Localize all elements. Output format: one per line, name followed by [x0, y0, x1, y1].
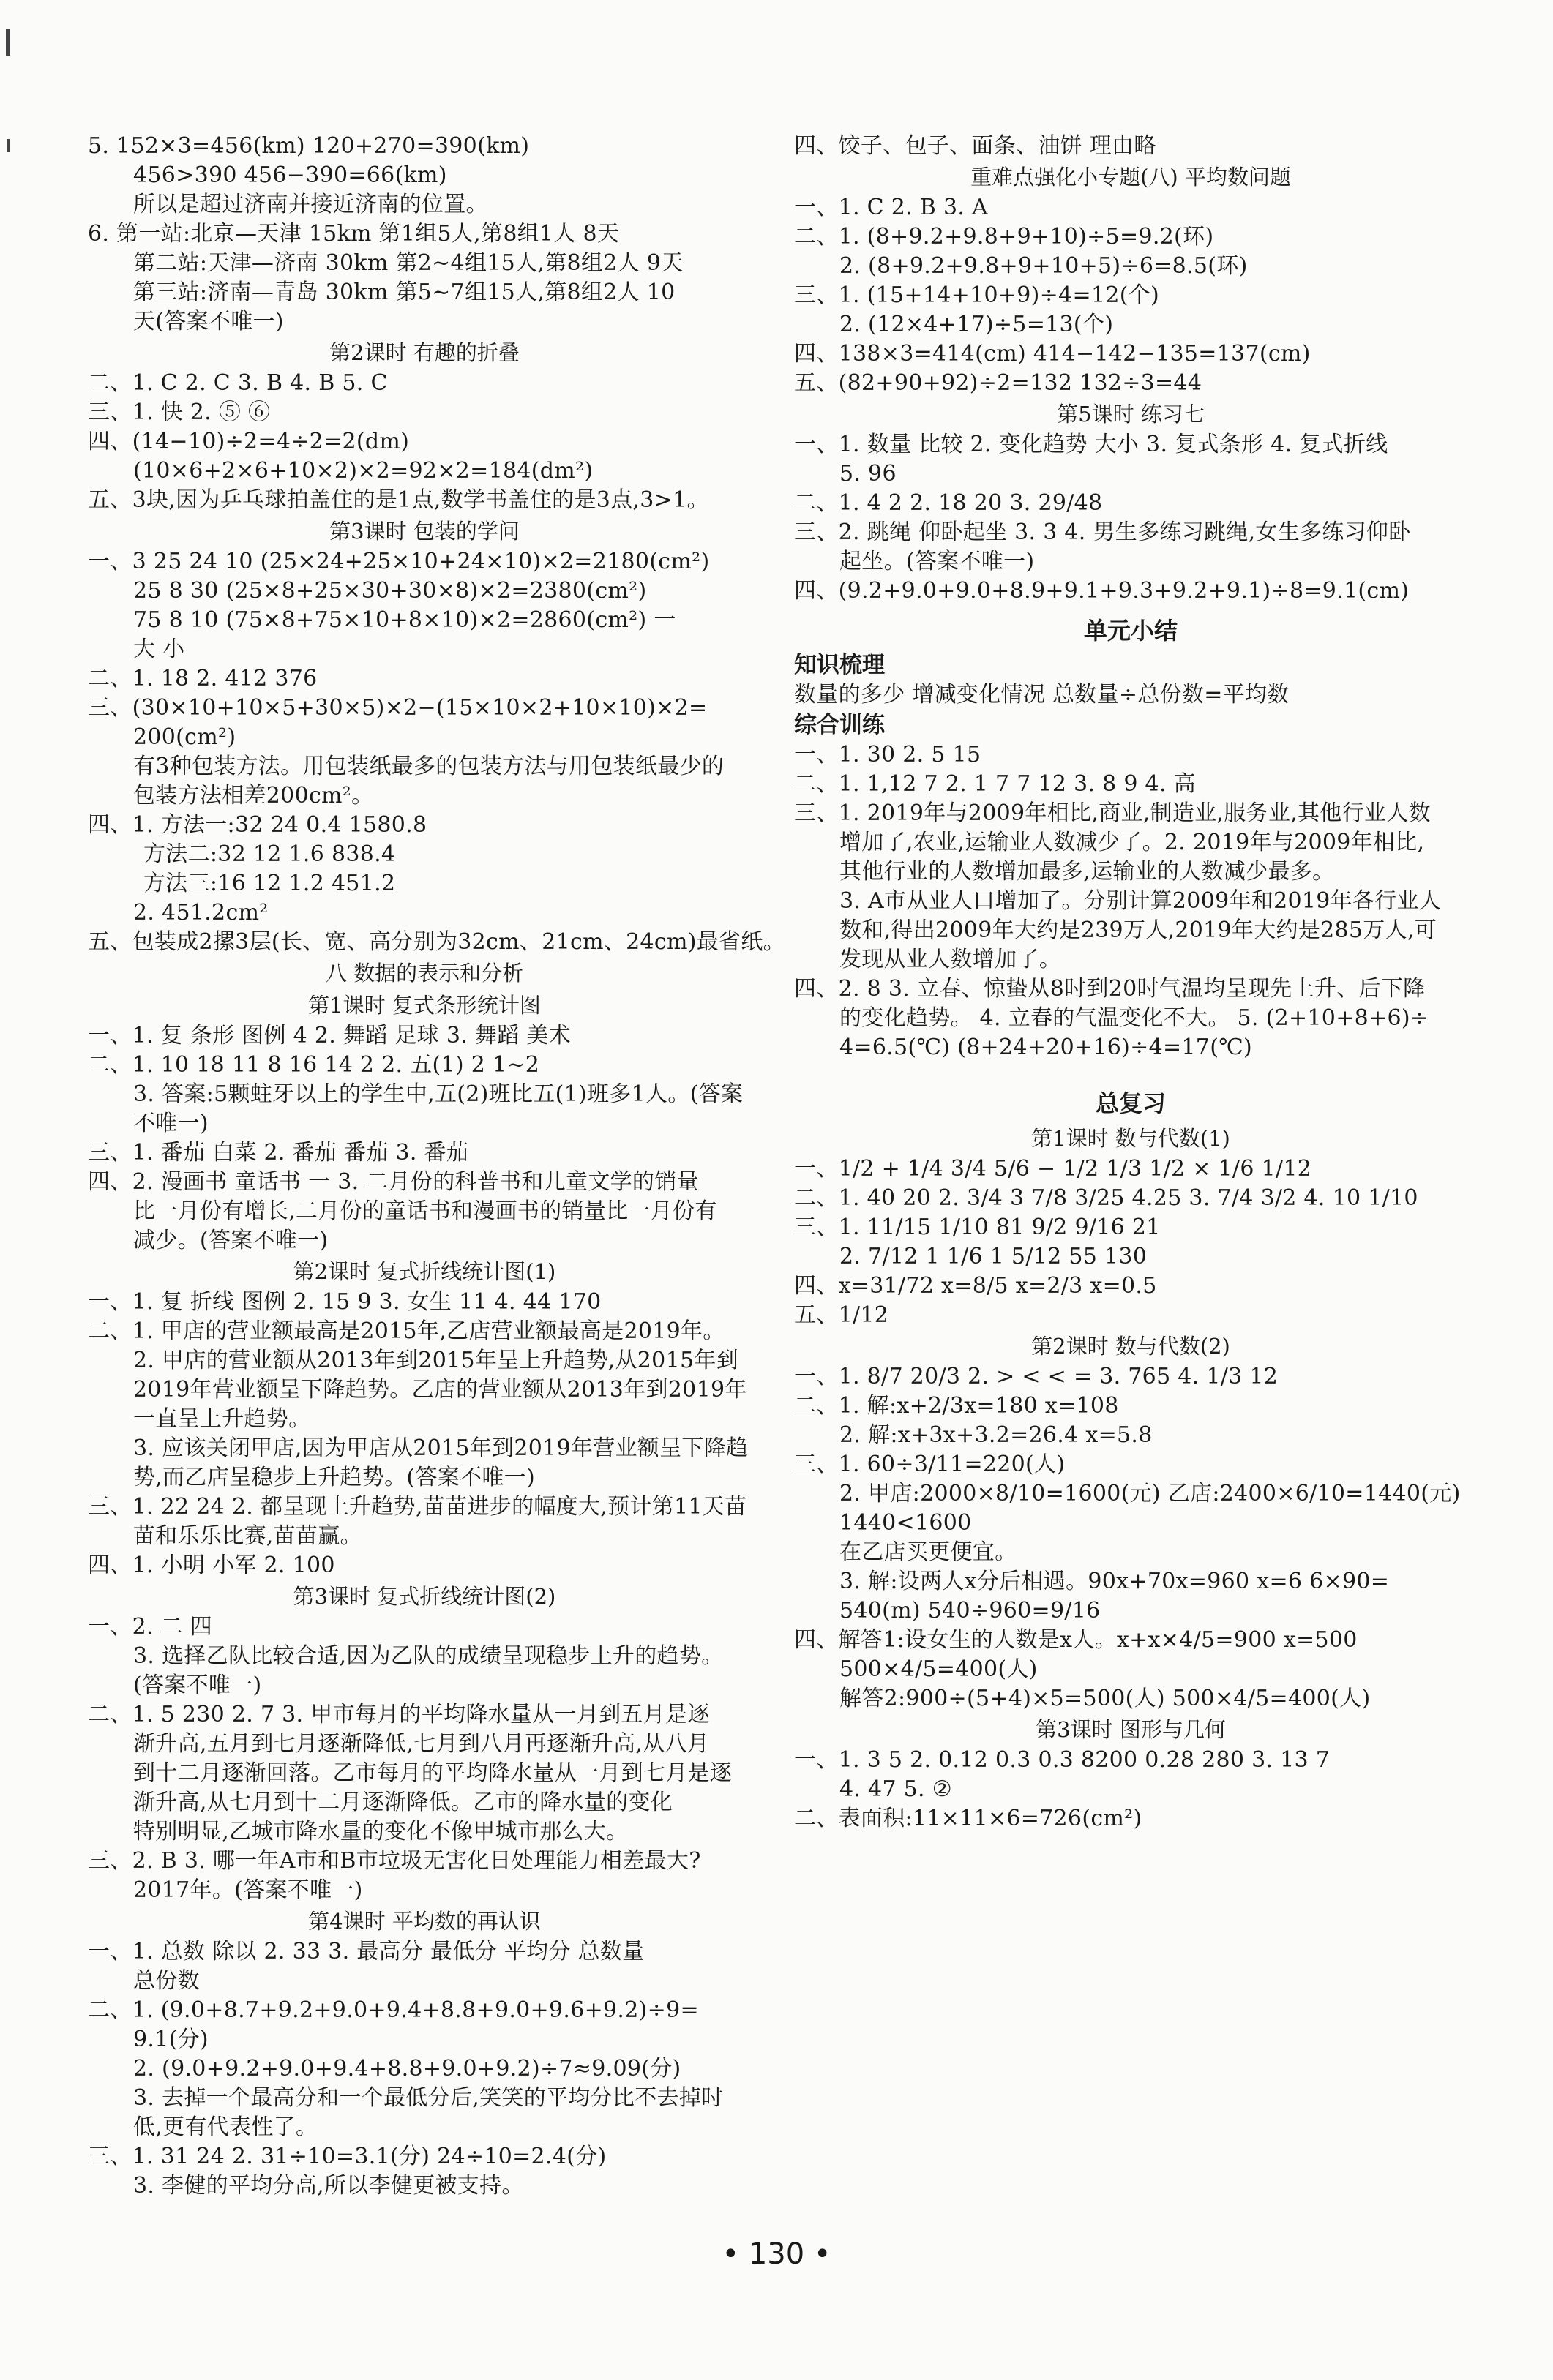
answer-line: 发现从业人数增加了。 — [839, 947, 1061, 972]
answer-line: 4. 47 5. ② — [839, 1776, 952, 1802]
answer-line: 2. (9.0+9.2+9.0+9.4+8.8+9.0+9.2)÷7≈9.09(分) — [133, 2056, 681, 2081]
answer-line: 2017年。(答案不唯一) — [133, 1877, 363, 1903]
answer-line: 二、1. C 2. C 3. B 4. B 5. C — [88, 370, 388, 396]
section-heading: 第2课时 复式折线统计图(1) — [293, 1259, 556, 1284]
answer-line: 总份数 — [133, 1968, 200, 1994]
answer-line: 25 8 30 (25×8+25×30+30×8)×2=2380(cm²) — [133, 578, 647, 604]
answer-line: 二、1. 40 20 2. 3/4 3 7/8 3/25 4.25 3. 7/4 3/2 4. 10 1/10 — [794, 1185, 1418, 1211]
answer-line: 2019年营业额呈下降趋势。乙店的营业额从2013年到2019年 — [133, 1377, 747, 1403]
answer-line: 四、2. 漫画书 童话书 一 3. 二月份的科普书和儿童文学的销量 — [88, 1169, 699, 1195]
answer-line: 二、表面积:11×11×6=726(cm²) — [794, 1806, 1142, 1831]
answer-line: 3. 去掉一个最高分和一个最低分后,笑笑的平均分比不去掉时 — [133, 2085, 724, 2111]
answer-line: 1440<1600 — [839, 1510, 972, 1536]
answer-line: 三、2. 跳绳 仰卧起坐 3. 3 4. 男生多练习跳绳,女生多练习仰卧 — [794, 519, 1411, 545]
answer-line: 五、包装成2摞3层(长、宽、高分别为32cm、21cm、24cm)最省纸。 — [88, 929, 785, 955]
answer-line: 三、1. 快 2. ⑤ ⑥ — [88, 399, 271, 425]
answer-line: 3. 选择乙队比较合适,因为乙队的成绩呈现稳步上升的趋势。 — [133, 1643, 724, 1669]
scan-mark — [7, 139, 10, 152]
answer-line: 三、1. 60÷3/11=220(人) — [794, 1452, 1066, 1477]
answer-line: 9.1(分) — [133, 2027, 209, 2052]
answer-line: (答案不唯一) — [133, 1673, 262, 1698]
section-heading: 第2课时 有趣的折叠 — [329, 340, 520, 365]
answer-line: 5. 96 — [839, 461, 897, 487]
answer-line: 一、1. 30 2. 5 15 — [794, 742, 981, 767]
answer-line: 三、1. 2019年与2009年相比,商业,制造业,服务业,其他行业人数 — [794, 800, 1431, 826]
section-heading: 第4课时 平均数的再认识 — [308, 1909, 541, 1934]
answer-line: 75 8 10 (75×8+75×10+8×10)×2=2860(cm²) 一 — [133, 607, 676, 633]
answer-line: 四、x=31/72 x=8/5 x=2/3 x=0.5 — [794, 1273, 1157, 1299]
answer-line: 所以是超过济南并接近济南的位置。 — [133, 192, 488, 217]
answer-line: 200(cm²) — [133, 724, 236, 750]
subheading: 知识梳理 — [794, 652, 885, 678]
answer-line: 二、1. 1,12 7 2. 1 7 7 12 3. 8 9 4. 高 — [794, 771, 1196, 797]
answer-line: 三、1. 11/15 1/10 81 9/2 9/16 21 — [794, 1215, 1161, 1240]
answer-line: 四、138×3=414(cm) 414−142−135=137(cm) — [794, 341, 1311, 367]
answer-line: 二、1. 5 230 2. 7 3. 甲市每月的平均降水量从一月到五月是逐 — [88, 1702, 710, 1727]
answer-line: 比一月份有增长,二月份的童话书和漫画书的销量比一月份有 — [133, 1198, 717, 1224]
section-heading: 第5课时 练习七 — [1057, 402, 1205, 427]
answer-line: 2. (12×4+17)÷5=13(个) — [839, 312, 1114, 337]
answer-line: 3. 应该关闭甲店,因为甲店从2015年到2019年营业额呈下降趋 — [133, 1435, 749, 1461]
answer-line: 二、1. 4 2 2. 18 20 3. 29/48 — [794, 490, 1103, 516]
answer-line: 五、1/12 — [794, 1302, 889, 1328]
answer-line: 到十二月逐渐回落。乙市每月的平均降水量从一月到七月是逐 — [133, 1760, 733, 1786]
answer-line: 一、1/2 + 1/4 3/4 5/6 − 1/2 1/3 1/2 × 1/6 1/12 — [794, 1156, 1312, 1182]
answer-line: 三、(30×10+10×5+30×5)×2−(15×10×2+10×10)×2= — [88, 695, 708, 721]
answer-line: 解答2:900÷(5+4)×5=500(人) 500×4/5=400(人) — [839, 1686, 1371, 1711]
answer-line: 势,而乙店呈稳步上升趋势。(答案不唯一) — [133, 1465, 535, 1490]
answer-line: 不唯一) — [133, 1111, 209, 1136]
answer-line: 四、解答1:设女生的人数是x人。x+x×4/5=900 x=500 — [794, 1627, 1358, 1653]
section-heading: 第2课时 数与代数(2) — [1031, 1334, 1230, 1359]
answer-line: 2. 甲店的营业额从2013年到2015年呈上升趋势,从2015年到 — [133, 1348, 738, 1373]
answer-line: 一、3 25 24 10 (25×24+25×10+24×10)×2=2180(cm²) — [88, 549, 710, 574]
answer-line: 四、(9.2+9.0+9.0+8.9+9.1+9.3+9.2+9.1)÷8=9.1(cm) — [794, 578, 1410, 604]
answer-line: 四、2. 8 3. 立春、惊蛰从8时到20时气温均呈现先上升、后下降 — [794, 976, 1426, 1002]
left-column — [88, 132, 785, 2201]
unit-heading: 单元小结 — [1083, 617, 1178, 645]
answer-line: 第三站:济南—青岛 30km 第5~7组15人,第8组2人 10 — [133, 279, 676, 305]
section-heading: 第3课时 图形与几何 — [1036, 1717, 1226, 1742]
answer-line: 540(m) 540÷960=9/16 — [839, 1598, 1101, 1623]
answer-line: 5. 152×3=456(km) 120+270=390(km) — [88, 133, 530, 159]
section-heading: 第3课时 包装的学问 — [329, 519, 520, 544]
answer-line: 四、(14−10)÷2=4÷2=2(dm) — [88, 429, 410, 454]
answer-line: 一、1. 数量 比较 2. 变化趋势 大小 3. 复式条形 4. 复式折线 — [794, 432, 1388, 457]
answer-line: 三、1. (15+14+10+9)÷4=12(个) — [794, 282, 1160, 308]
answer-line: (10×6+2×6+10×2)×2=92×2=184(dm²) — [133, 458, 594, 484]
answer-line: 数和,得出2009年大约是239万人,2019年大约是285万人,可 — [839, 917, 1437, 943]
answer-line: 2. (8+9.2+9.8+9+10+5)÷6=8.5(环) — [839, 253, 1248, 279]
answer-line: 3. 李健的平均分高,所以李健更被支持。 — [133, 2173, 524, 2199]
answer-line: 四、饺子、包子、面条、油饼 理由略 — [794, 133, 1156, 159]
answer-line: 6. 第一站:北京—天津 15km 第1组5人,第8组1人 8天 — [88, 221, 620, 247]
answer-line: 二、1. (8+9.2+9.8+9+10)÷5=9.2(环) — [794, 224, 1214, 249]
answer-line: 一、1. C 2. B 3. A — [794, 195, 989, 220]
answer-line: 五、3块,因为乒乓球拍盖住的是1点,数学书盖住的是3点,3>1。 — [88, 487, 709, 513]
answer-line: 渐升高,五月到七月逐渐降低,七月到八月再逐渐升高,从八月 — [133, 1731, 710, 1757]
section-heading: 第1课时 数与代数(1) — [1031, 1126, 1230, 1151]
answer-line: 二、1. 甲店的营业额最高是2015年,乙店营业额最高是2019年。 — [88, 1318, 725, 1344]
answer-line: 4=6.5(℃) (8+24+20+16)÷4=17(℃) — [839, 1035, 1253, 1060]
answer-line: 三、1. 31 24 2. 31÷10=3.1(分) 24÷10=2.4(分) — [88, 2144, 607, 2169]
answer-line: 方法二:32 12 1.6 838.4 — [143, 841, 396, 867]
answer-line: 2. 7/12 1 1/6 1 5/12 55 130 — [839, 1244, 1148, 1269]
answer-line: 三、1. 番茄 白菜 2. 番茄 番茄 3. 番茄 — [88, 1140, 469, 1165]
answer-line: 一、1. 复 折线 图例 2. 15 9 3. 女生 11 4. 44 170 — [88, 1289, 602, 1315]
section-heading: 第1课时 复式条形统计图 — [308, 993, 541, 1018]
answer-line: 的变化趋势。 4. 立春的气温变化不大。 5. (2+10+8+6)÷ — [839, 1005, 1429, 1031]
answer-line: 苗和乐乐比赛,苗苗赢。 — [133, 1523, 362, 1549]
answer-line: 二、1. 10 18 11 8 16 14 2 2. 五(1) 2 1~2 — [88, 1052, 540, 1078]
answer-line: 2. 甲店:2000×8/10=1600(元) 乙店:2400×6/10=1440(元) — [839, 1481, 1461, 1506]
section-heading: 第3课时 复式折线统计图(2) — [293, 1584, 556, 1609]
section-heading: 八 数据的表示和分析 — [325, 961, 524, 986]
answer-line: 方法三:16 12 1.2 451.2 — [143, 871, 396, 896]
answer-line: 一、2. 二 四 — [88, 1614, 213, 1640]
answer-line: 四、1. 方法一:32 24 0.4 1580.8 — [88, 812, 427, 838]
answer-line: 渐升高,从七月到十二月逐渐降低。乙市的降水量的变化 — [133, 1790, 673, 1815]
answer-line: 包装方法相差200cm²。 — [133, 783, 374, 808]
answer-line: 3. 解:设两人x分后相遇。90x+70x=960 x=6 6×90= — [839, 1569, 1390, 1594]
answer-line: 减少。(答案不唯一) — [133, 1228, 329, 1253]
page-number: • 130 • — [722, 2237, 831, 2271]
answer-line: 三、2. B 3. 哪一年A市和B市垃圾无害化日处理能力相差最大? — [88, 1848, 701, 1874]
answer-line: 有3种包装方法。用包装纸最多的包装方法与用包装纸最少的 — [133, 754, 725, 779]
answer-line: 一直呈上升趋势。 — [133, 1406, 311, 1432]
answer-line: 天(答案不唯一) — [133, 309, 284, 334]
answer-line: 其他行业的人数增加最多,运输业的人数减少最多。 — [839, 859, 1335, 885]
answer-line: 二、1. 解:x+2/3x=180 x=108 — [794, 1393, 1119, 1419]
answer-line: 特别明显,乙城市降水量的变化不像甲城市那么大。 — [133, 1819, 629, 1844]
right-column — [794, 132, 1467, 1833]
answer-line: 一、1. 8/7 20/3 2. > < < = 3. 765 4. 1/3 12 — [794, 1364, 1279, 1389]
answer-line: 500×4/5=400(人) — [839, 1656, 1038, 1682]
answer-line: 一、1. 复 条形 图例 4 2. 舞蹈 足球 3. 舞蹈 美术 — [88, 1023, 571, 1048]
answer-line: 三、1. 22 24 2. 都呈现上升趋势,苗苗进步的幅度大,预计第11天苗 — [88, 1494, 747, 1520]
answer-line: 3. 答案:5颗蛀牙以上的学生中,五(2)班比五(1)班多1人。(答案 — [133, 1081, 744, 1107]
answer-line: 起坐。(答案不唯一) — [839, 549, 1035, 574]
answer-line: 数量的多少 增减变化情况 总数量÷总份数=平均数 — [794, 682, 1290, 707]
subheading: 综合训练 — [794, 712, 885, 738]
answer-line: 3. A市从业人口增加了。分别计算2009年和2019年各行业人 — [839, 888, 1442, 914]
answer-line: 第二站:天津—济南 30km 第2~4组15人,第8组2人 9天 — [133, 250, 684, 276]
answer-line: 大 小 — [133, 637, 185, 662]
answer-line: 在乙店买更便宜。 — [839, 1539, 1017, 1565]
answer-line: 二、1. (9.0+8.7+9.2+9.0+9.4+8.8+9.0+9.6+9.2)÷9= — [88, 1997, 699, 2023]
answer-line: 一、1. 总数 除以 2. 33 3. 最高分 最低分 平均分 总数量 — [88, 1939, 645, 1964]
answer-line: 2. 解:x+3x+3.2=26.4 x=5.8 — [839, 1422, 1153, 1448]
answer-line: 2. 451.2cm² — [133, 900, 269, 926]
answer-line: 低,更有代表性了。 — [133, 2114, 318, 2140]
answer-line: 五、(82+90+92)÷2=132 132÷3=44 — [794, 370, 1202, 396]
section-heading: 重难点强化小专题(八) 平均数问题 — [970, 165, 1291, 189]
unit-heading: 总复习 — [1095, 1089, 1166, 1117]
answer-line: 四、1. 小明 小军 2. 100 — [88, 1553, 335, 1578]
answer-line: 二、1. 18 2. 412 376 — [88, 666, 318, 691]
scan-mark — [6, 29, 10, 56]
answer-line: 增加了,农业,运输业人数减少了。2. 2019年与2009年相比, — [839, 830, 1425, 855]
answer-line: 一、1. 3 5 2. 0.12 0.3 0.3 8200 0.28 280 3. 13 7 — [794, 1747, 1331, 1773]
answer-line: 456>390 456−390=66(km) — [133, 162, 447, 188]
